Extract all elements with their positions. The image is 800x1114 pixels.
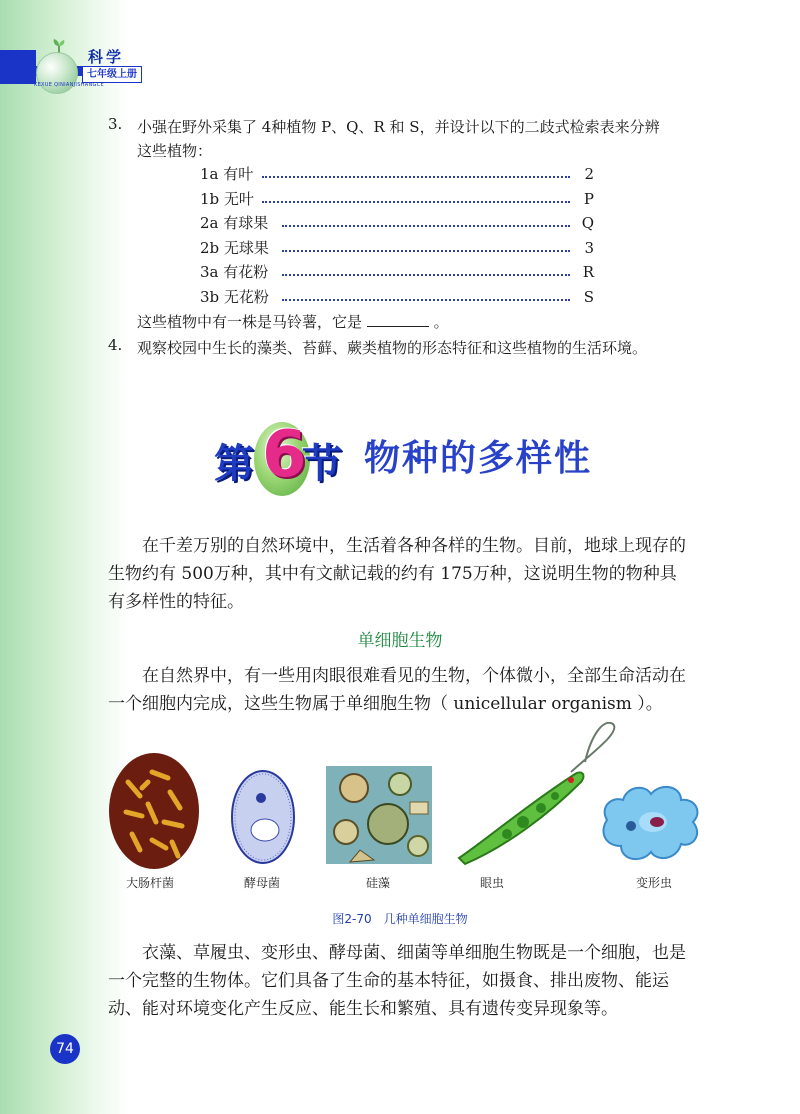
key-value: 3 (584, 238, 594, 257)
key-label: 1a 有叶 (200, 165, 254, 183)
subheading: 单细胞生物 (357, 631, 443, 651)
key-value: 2 (584, 165, 594, 183)
paragraph-characteristics: 衣藻、草履虫、变形虫、酵母菌、细菌等单细胞生物既是一个细胞，也是一个完整的生物体。它们具备了生命的基本特征，如摄食、排出废物、能运动、能对环境变化产生反应、能生长和繁殖、具有遗传变异现象等。 (108, 943, 686, 1019)
answer-prefix: 这些植物中有一株是马铃薯，它是 (137, 313, 363, 331)
key-row (200, 285, 600, 310)
amoeba-image (597, 780, 705, 864)
section-di-char: 第 (214, 441, 254, 487)
e-coli-image (108, 752, 200, 870)
section-jie-char: 节 (302, 441, 342, 487)
key-label: 1b 无叶 (200, 189, 254, 208)
key-value: P (583, 189, 594, 208)
paragraph-intro: 在千差万别的自然环境中，生活着各种各样的生物。目前，地球上现存的生物约有 500万种，其中有文献记载的约有 175万种，这说明生物的物种具有多样性的特征。 (108, 536, 686, 612)
figure-label: 硅藻 (366, 876, 391, 890)
header-pinyin: KEXUE QINIANJISHANGCE (34, 82, 104, 88)
leader-dots (282, 225, 570, 227)
key-label: 2b 无球果 (200, 238, 269, 257)
key-row (200, 260, 600, 285)
leader-dots (262, 176, 570, 178)
diatom-image (326, 766, 432, 864)
answer-line (137, 310, 449, 334)
question-text-line2: 这些植物： (137, 142, 213, 160)
key-row (200, 211, 600, 236)
figure-label: 大肠杆菌 (126, 876, 175, 890)
key-row (200, 187, 600, 212)
key-value: S (583, 287, 594, 306)
question-text: 观察校园中生长的藻类、苔藓、蕨类植物的形态特征和这些植物的生活环境。 (137, 339, 648, 357)
figure-label: 眼虫 (480, 876, 505, 890)
question-text-line1: 小强在野外采集了 4种植物 P、Q、R 和 S，并设计以下的二歧式检索表来分辨 (137, 118, 660, 136)
key-label: 2a 有球果 (200, 214, 269, 232)
page-number: 74 (50, 1034, 80, 1064)
paragraph-definition: 在自然界中，有一些用肉眼很难看见的生物，个体微小，全部生命活动在一个细胞内完成，这些生物属于单细胞生物（ unicellular organism ）。 (108, 666, 686, 714)
leader-dots (282, 274, 570, 276)
section-number: 6 (262, 418, 307, 492)
grade-badge: 七年级上册 (82, 66, 142, 83)
dichotomous-key (200, 162, 600, 309)
key-row (200, 236, 600, 261)
section-name: 物种的多样性 (364, 438, 593, 479)
leader-dots (262, 201, 570, 203)
leader-dots (282, 250, 570, 252)
figure-label: 变形虫 (636, 876, 673, 890)
key-row (200, 162, 600, 187)
figure-label: 酵母菌 (244, 876, 281, 890)
question-number: 4. (108, 336, 123, 354)
key-label: 3b 无花粉 (200, 287, 269, 306)
yeast-image (231, 770, 295, 864)
question-number: 3. (108, 115, 123, 133)
key-value: R (582, 263, 594, 281)
answer-blank[interactable] (367, 312, 429, 327)
figure-caption: 图2-70 几种单细胞生物 (332, 912, 468, 926)
key-value: Q (581, 214, 594, 232)
header-bar (0, 50, 36, 84)
key-label: 3a 有花粉 (200, 263, 269, 281)
answer-suffix: 。 (433, 313, 449, 331)
leader-dots (282, 299, 570, 301)
subject-title: 科学 (88, 48, 125, 66)
